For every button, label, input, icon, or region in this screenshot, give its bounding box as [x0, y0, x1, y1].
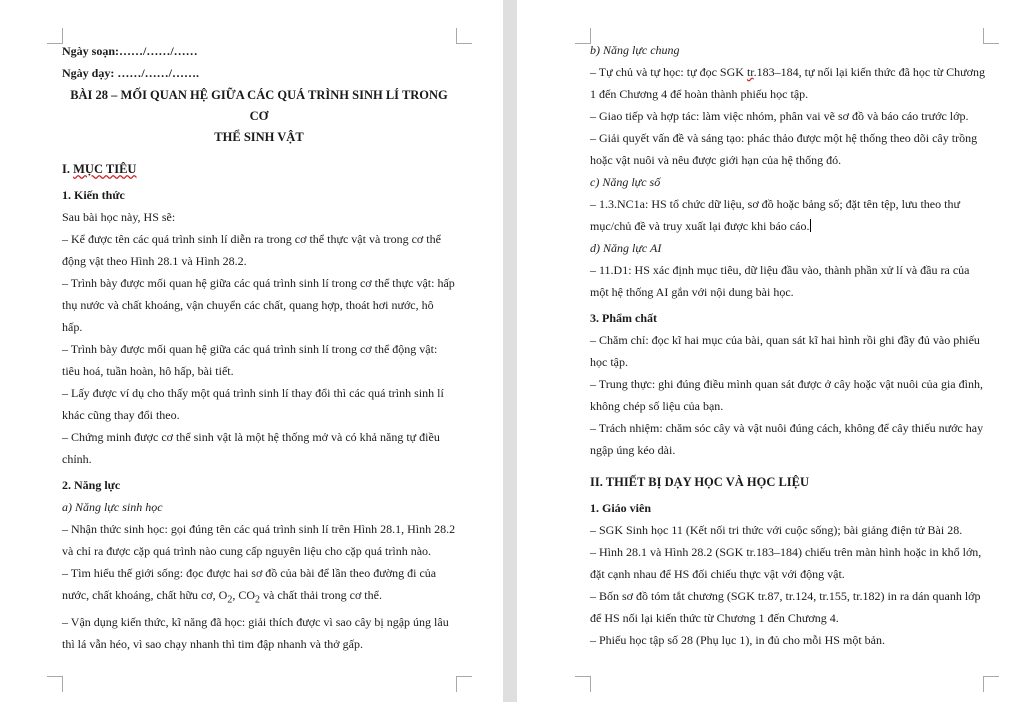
crop-mark-bottom-right	[456, 676, 472, 692]
subheading-qualities: 3. Phẩm chất	[590, 311, 657, 325]
spellcheck-word: tr	[746, 65, 754, 79]
section-heading-equipment: II. THIẾT BỊ DẠY HỌC VÀ HỌC LIỆU	[590, 475, 810, 489]
subheading-digital-competency: c) Năng lực số	[590, 175, 661, 189]
knowledge-item-2: – Trình bày được mối quan hệ giữa các quá trình sinh lí trong cơ thể thực vật: hấp thụ nước và chất khoáng, vận chuyển các chất, quang hợp, thoát hơi nước, hô hấp.	[62, 276, 455, 334]
teaching-date: Ngày dạy: ……/……/…….	[62, 66, 200, 80]
section-title-objectives: MỤC TIÊU	[73, 162, 137, 176]
subscript-2: 2	[255, 594, 260, 606]
biology-item-2-part-2: , CO	[232, 588, 255, 602]
page-right-content[interactable]	[590, 39, 990, 651]
teacher-item-3: – Bốn sơ đồ tóm tắt chương (SGK tr.87, tr.124, tr.155, tr.182) in ra dán quanh lớp để HS nối lại kiến thức từ Chương 1 đến Chương 4.	[590, 589, 981, 625]
knowledge-item-1: – Kể được tên các quá trình sinh lí diễn ra trong cơ thể thực vật và trong cơ thể động vật theo Hình 28.1 và Hình 28.2.	[62, 232, 441, 268]
quality-item-2: – Trung thực: ghi đúng điều mình quan sát được ở cây hoặc vật nuôi của gia đình, không chép số liệu của bạn.	[590, 377, 983, 413]
digital-item-1	[590, 193, 990, 237]
digital-item-1-text: – 1.3.NC1a: HS tổ chức dữ liệu, sơ đồ hoặc bảng số; đặt tên tệp, lưu theo thư mục/chủ đề và truy xuất lại được khi báo cáo.	[590, 197, 960, 233]
general-item-1-part-1: – Tự chủ và tự học: tự đọc SGK	[590, 65, 747, 79]
subheading-teacher: 1. Giáo viên	[590, 501, 652, 515]
subheading-knowledge: 1. Kiến thức	[62, 188, 125, 202]
lesson-title-line-2: THỂ SINH VẬT	[214, 130, 304, 144]
subheading-general-competency: b) Năng lực chung	[590, 43, 680, 57]
general-item-1-part-2: .183–184, tự nối lại kiến thức đã học từ Chương 1 đến Chương 4 để hoàn thành phiếu học tập.	[590, 65, 985, 101]
biology-item-2-part-1: – Tìm hiểu thế giới sống: đọc được hai sơ đồ của bài để lần theo đường đi của nước, chất khoáng, chất hữu cơ, O	[62, 566, 437, 602]
crop-mark-top-left	[47, 28, 63, 44]
text-cursor	[810, 219, 811, 232]
crop-mark-top-right	[456, 28, 472, 44]
general-item-2: – Giao tiếp và hợp tác: làm việc nhóm, phân vai vẽ sơ đồ và báo cáo trước lớp.	[590, 109, 969, 123]
crop-mark-top-left	[575, 28, 591, 44]
page-left-content[interactable]	[62, 40, 456, 655]
subheading-competencies: 2. Năng lực	[62, 478, 121, 492]
crop-mark-bottom-left	[575, 676, 591, 692]
teacher-item-4: – Phiếu học tập số 28 (Phụ lục 1), in đủ cho mỗi HS một bản.	[590, 633, 885, 647]
lesson-title	[62, 85, 456, 148]
general-item-3: – Giải quyết vấn đề và sáng tạo: phác thảo được một hệ thống theo dõi cây trồng hoặc vật nuôi và nêu được giới hạn của hệ thống đó.	[590, 131, 978, 167]
crop-mark-bottom-left	[47, 676, 63, 692]
preparation-date: Ngày soạn:……/……/……	[62, 44, 198, 58]
teacher-item-2: – Hình 28.1 và Hình 28.2 (SGK tr.183–184) chiếu trên màn hình hoặc in khổ lớn, đặt cạnh nhau để HS đối chiếu thực vật với động vật.	[590, 545, 982, 581]
document-page-right[interactable]	[517, 0, 1026, 702]
subheading-ai-competency: d) Năng lực AI	[590, 241, 662, 255]
document-page-left[interactable]	[0, 0, 503, 702]
knowledge-item-3: – Trình bày được mối quan hệ giữa các quá trình sinh lí trong cơ thể động vật: tiêu hoá, tuần hoàn, hô hấp, bài tiết.	[62, 342, 438, 378]
biology-item-2	[62, 562, 456, 611]
crop-mark-bottom-right	[983, 676, 999, 692]
biology-item-3: – Vận dụng kiến thức, kĩ năng đã học: giải thích được vì sao cây bị ngập úng lâu thì lá vẫn héo, vì sao chạy nhanh thì tim đập nhanh và thở gấp.	[62, 615, 449, 652]
quality-item-3: – Trách nhiệm: chăm sóc cây và vật nuôi đúng cách, không để cây thiếu nước hay ngập úng kéo dài.	[590, 421, 984, 457]
knowledge-item-5: – Chứng minh được cơ thể sinh vật là một hệ thống mở và có khả năng tự điều chỉnh.	[62, 430, 440, 466]
general-item-1	[590, 61, 990, 105]
intro-text: Sau bài học này, HS sẽ:	[62, 210, 176, 224]
subscript-2: 2	[227, 594, 233, 606]
ai-item-1: – 11.D1: HS xác định mục tiêu, dữ liệu đầu vào, thành phần xử lí và đầu ra của một hệ thống AI gắn với nội dung bài học.	[590, 263, 970, 299]
quality-item-1: – Chăm chỉ: đọc kĩ hai mục của bài, quan sát kĩ hai hình rồi ghi đầy đủ vào phiếu học tập.	[590, 333, 980, 369]
lesson-title-line-1: BÀI 28 – MỐI QUAN HỆ GIỮA CÁC QUÁ TRÌNH SINH LÍ TRONG CƠ	[70, 88, 448, 123]
teacher-item-1: – SGK Sinh học 11 (Kết nối tri thức với cuộc sống); bài giảng điện tử Bài 28.	[590, 523, 963, 537]
section-number: I.	[62, 162, 74, 176]
biology-item-1: – Nhận thức sinh học: gọi đúng tên các quá trình sinh lí trên Hình 28.1, Hình 28.2 và chỉ ra được cặp quá trình nào cung cấp nguyên liệu cho cặp quá trình nào.	[62, 522, 456, 558]
biology-item-2-part-3: và chất thải trong cơ thể.	[260, 588, 382, 602]
section-heading-objectives	[62, 158, 456, 180]
knowledge-item-4: – Lấy được ví dụ cho thấy một quá trình sinh lí thay đổi thì các quá trình sinh lí khác cũng thay đổi theo.	[62, 386, 444, 422]
subheading-biology-competency: a) Năng lực sinh học	[62, 500, 163, 514]
